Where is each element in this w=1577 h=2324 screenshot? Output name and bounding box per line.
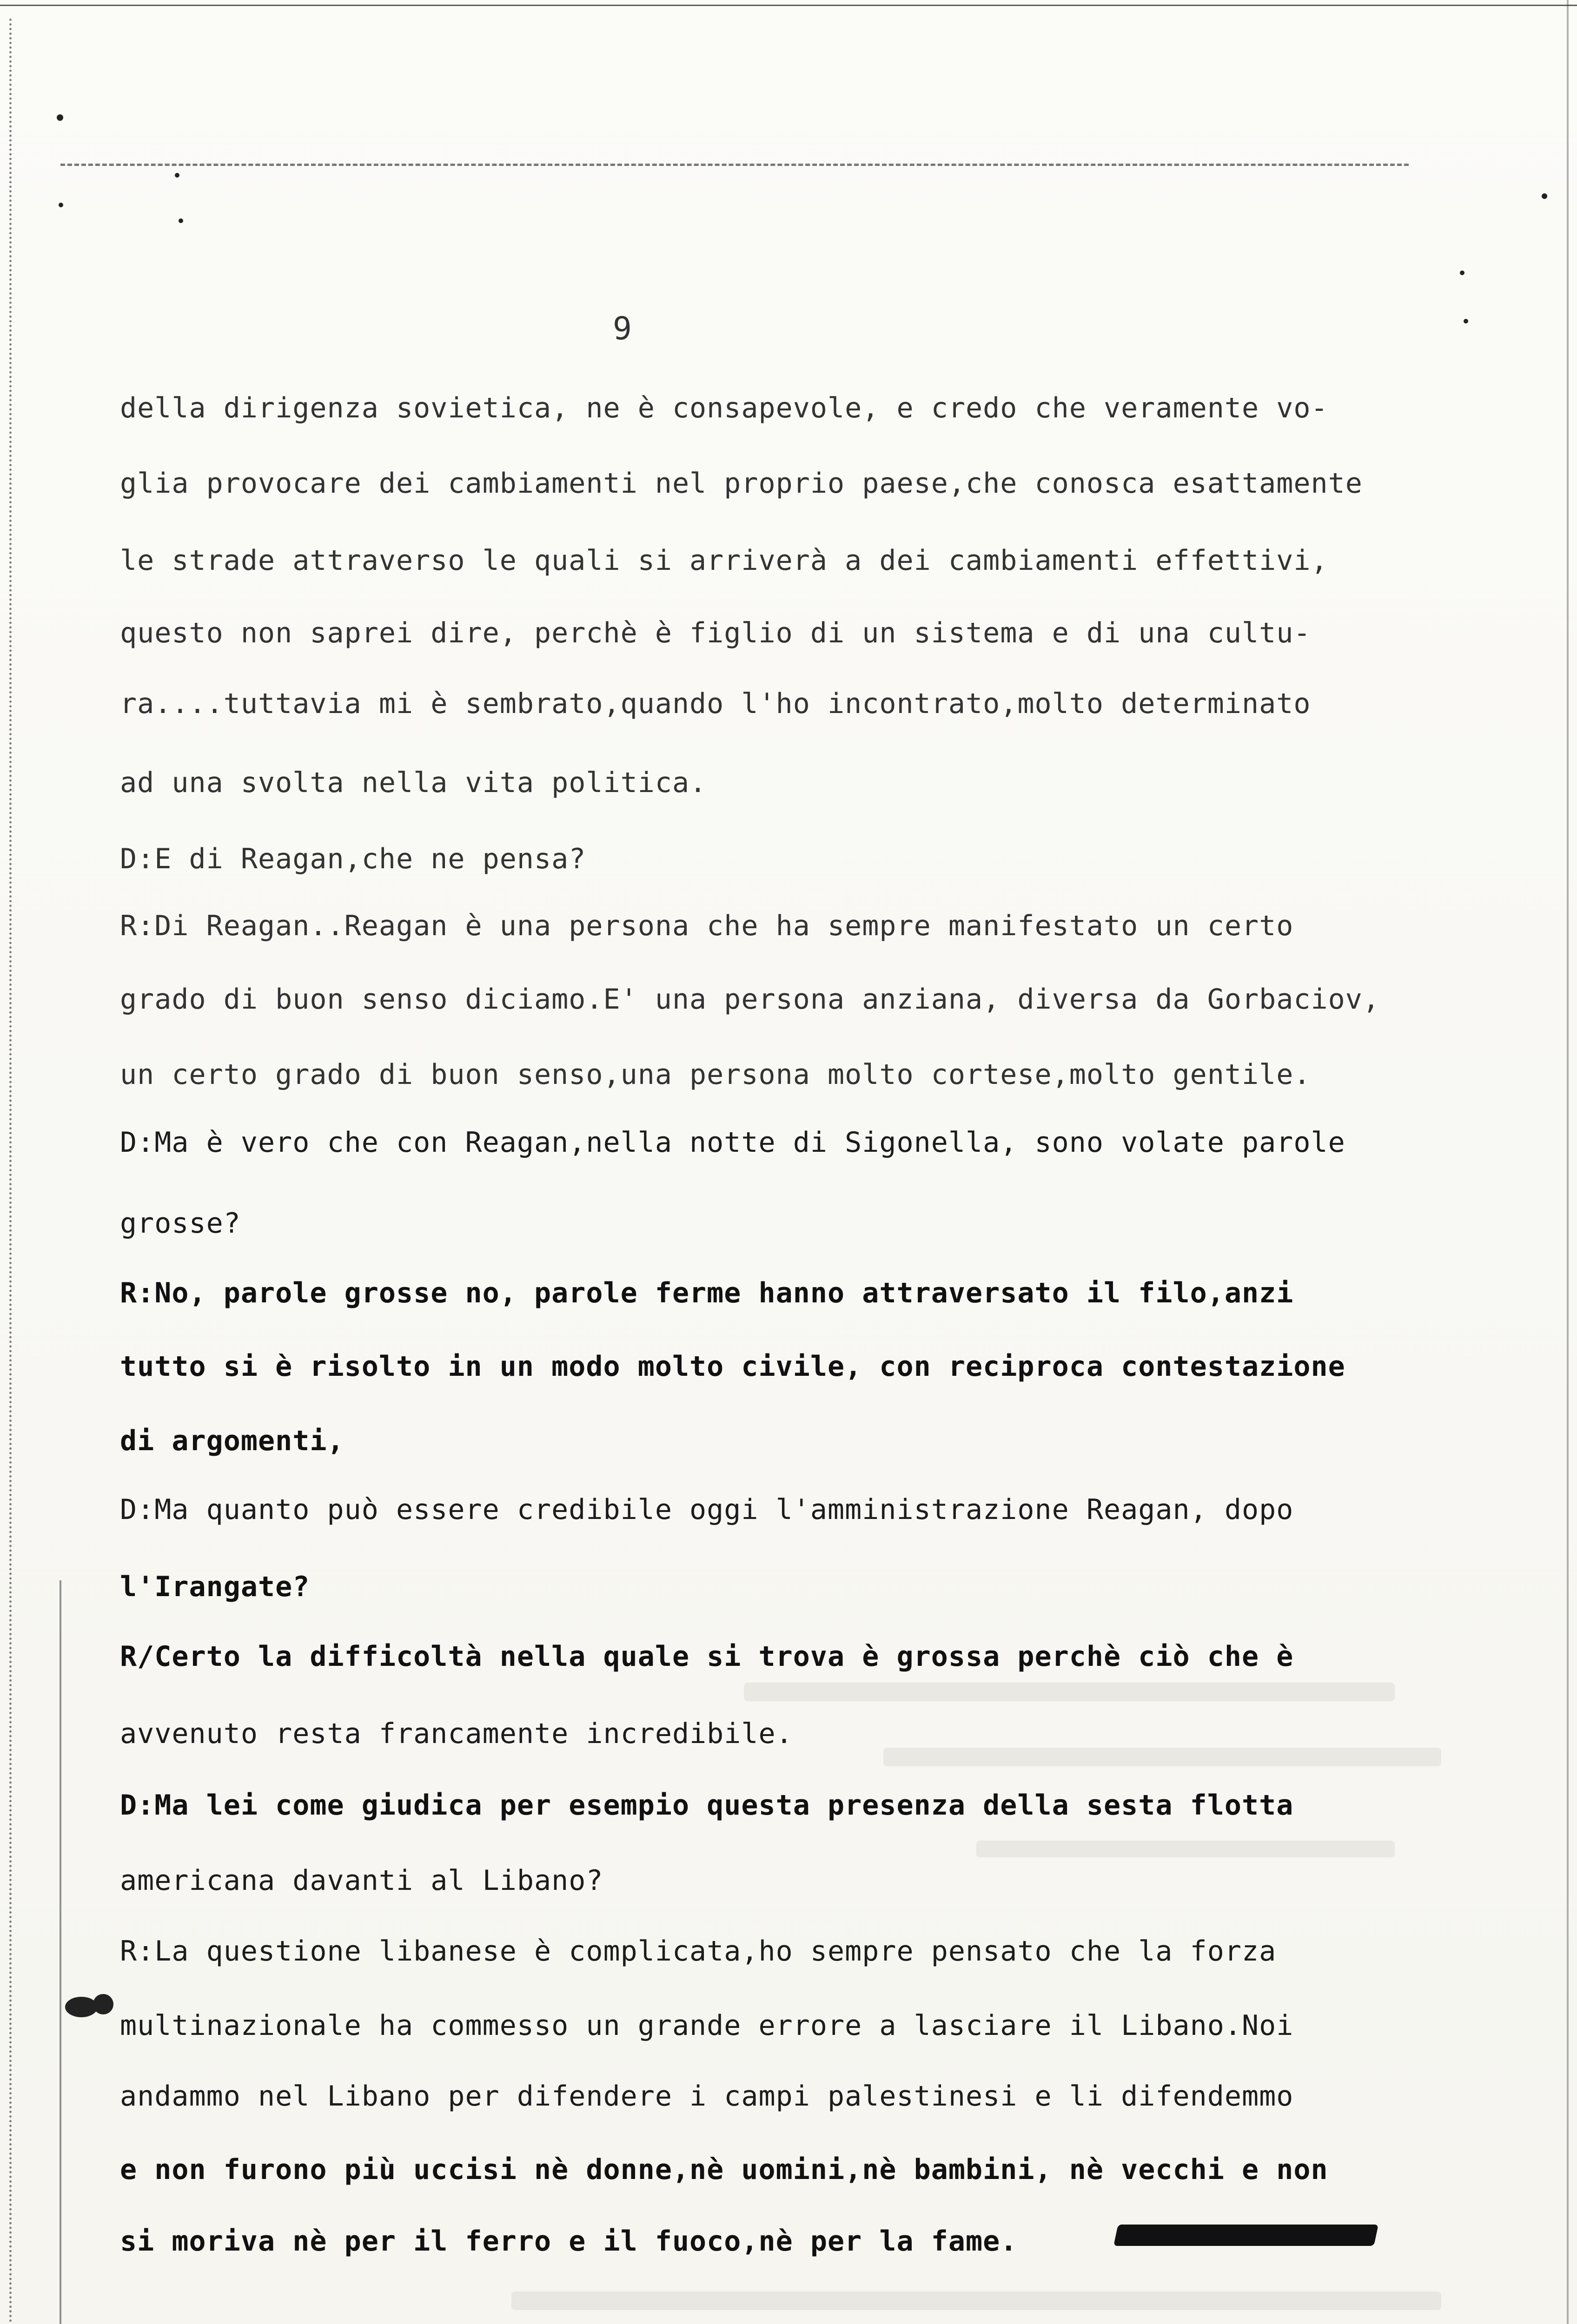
text-line: si moriva nè per il ferro e il fuoco,nè per la fame. [120, 2225, 1018, 2258]
text-line: multinazionale ha commesso un grande errore a lasciare il Libano.Noi [120, 2009, 1294, 2042]
text-line: le strade attraverso le quali si arriverà a dei cambiamenti effettivi, [120, 544, 1328, 577]
top-edge-rule [0, 5, 1577, 6]
margin-dot [1464, 319, 1468, 324]
left-margin-mark [9, 19, 12, 2324]
bleed-through-smudge [976, 1841, 1395, 1857]
text-line: grosse? [120, 1207, 241, 1240]
bleed-through-smudge [511, 2291, 1441, 2310]
question-line: D:Ma quanto può essere credibile oggi l'amministrazione Reagan, dopo [120, 1493, 1294, 1526]
text-line: di argomenti, [120, 1425, 345, 1457]
answer-line: R:La questione libanese è complicata,ho sempre pensato che la forza [120, 1935, 1277, 1967]
text-line: tutto si è risolto in un modo molto civile, con reciproca contestazione [120, 1350, 1345, 1383]
text-line: e non furono più uccisi nè donne,nè uomini,nè bambini, nè vecchi e non [120, 2153, 1328, 2186]
text-line: americana davanti al Libano? [120, 1864, 603, 1897]
text-line: ra....tuttavia mi è sembrato,quando l'ho incontrato,molto determinato [120, 687, 1311, 720]
text-line: andammo nel Libano per difendere i campi palestinesi e li difendemmo [120, 2080, 1294, 2113]
text-line: grado di buon senso diciamo.E' una persona anziana, diversa da Gorbaciov, [120, 983, 1380, 1016]
header-rule [60, 164, 1409, 166]
question-line: D:Ma è vero che con Reagan,nella notte di Sigonella, sono volate parole [120, 1126, 1345, 1159]
text-line: ad una svolta nella vita politica. [120, 766, 707, 799]
margin-dot [1542, 193, 1547, 199]
question-line: D:Ma lei come giudica per esempio questa presenza della sesta flotta [120, 1789, 1294, 1822]
bleed-through-smudge [883, 1748, 1441, 1766]
answer-line: R:Di Reagan..Reagan è una persona che ha sempre manifestato un certo [120, 910, 1294, 942]
left-binding-line [60, 1580, 61, 2324]
margin-dot [57, 114, 63, 121]
margin-dot [1460, 271, 1464, 275]
binder-hole-mark [65, 1997, 98, 2017]
text-line: avvenuto resta francamente incredibile. [120, 1717, 793, 1750]
text-line: l'Irangate? [120, 1571, 310, 1603]
answer-line: R:No, parole grosse no, parole ferme hanno attraversato il filo,anzi [120, 1277, 1294, 1309]
bleed-through-smudge [744, 1683, 1395, 1701]
right-edge-line [1567, 0, 1569, 2324]
margin-dot [175, 173, 179, 178]
margin-dot [59, 203, 63, 207]
text-line: della dirigenza sovietica, ne è consapevole, e credo che veramente vo- [120, 392, 1328, 424]
text-line: un certo grado di buon senso,una persona molto cortese,molto gentile. [120, 1058, 1311, 1091]
redaction-scribble [1113, 2225, 1378, 2246]
binder-hole-mark [93, 1994, 113, 2014]
margin-dot [179, 218, 183, 223]
text-line: glia provocare dei cambiamenti nel proprio paese,che conosca esattamente [120, 467, 1363, 500]
page-number: 9 [613, 310, 632, 347]
question-line: D:E di Reagan,che ne pensa? [120, 843, 586, 875]
answer-line: R/Certo la difficoltà nella quale si trova è grossa perchè ciò che è [120, 1640, 1294, 1673]
text-line: questo non saprei dire, perchè è figlio di un sistema e di una cultu- [120, 617, 1311, 649]
